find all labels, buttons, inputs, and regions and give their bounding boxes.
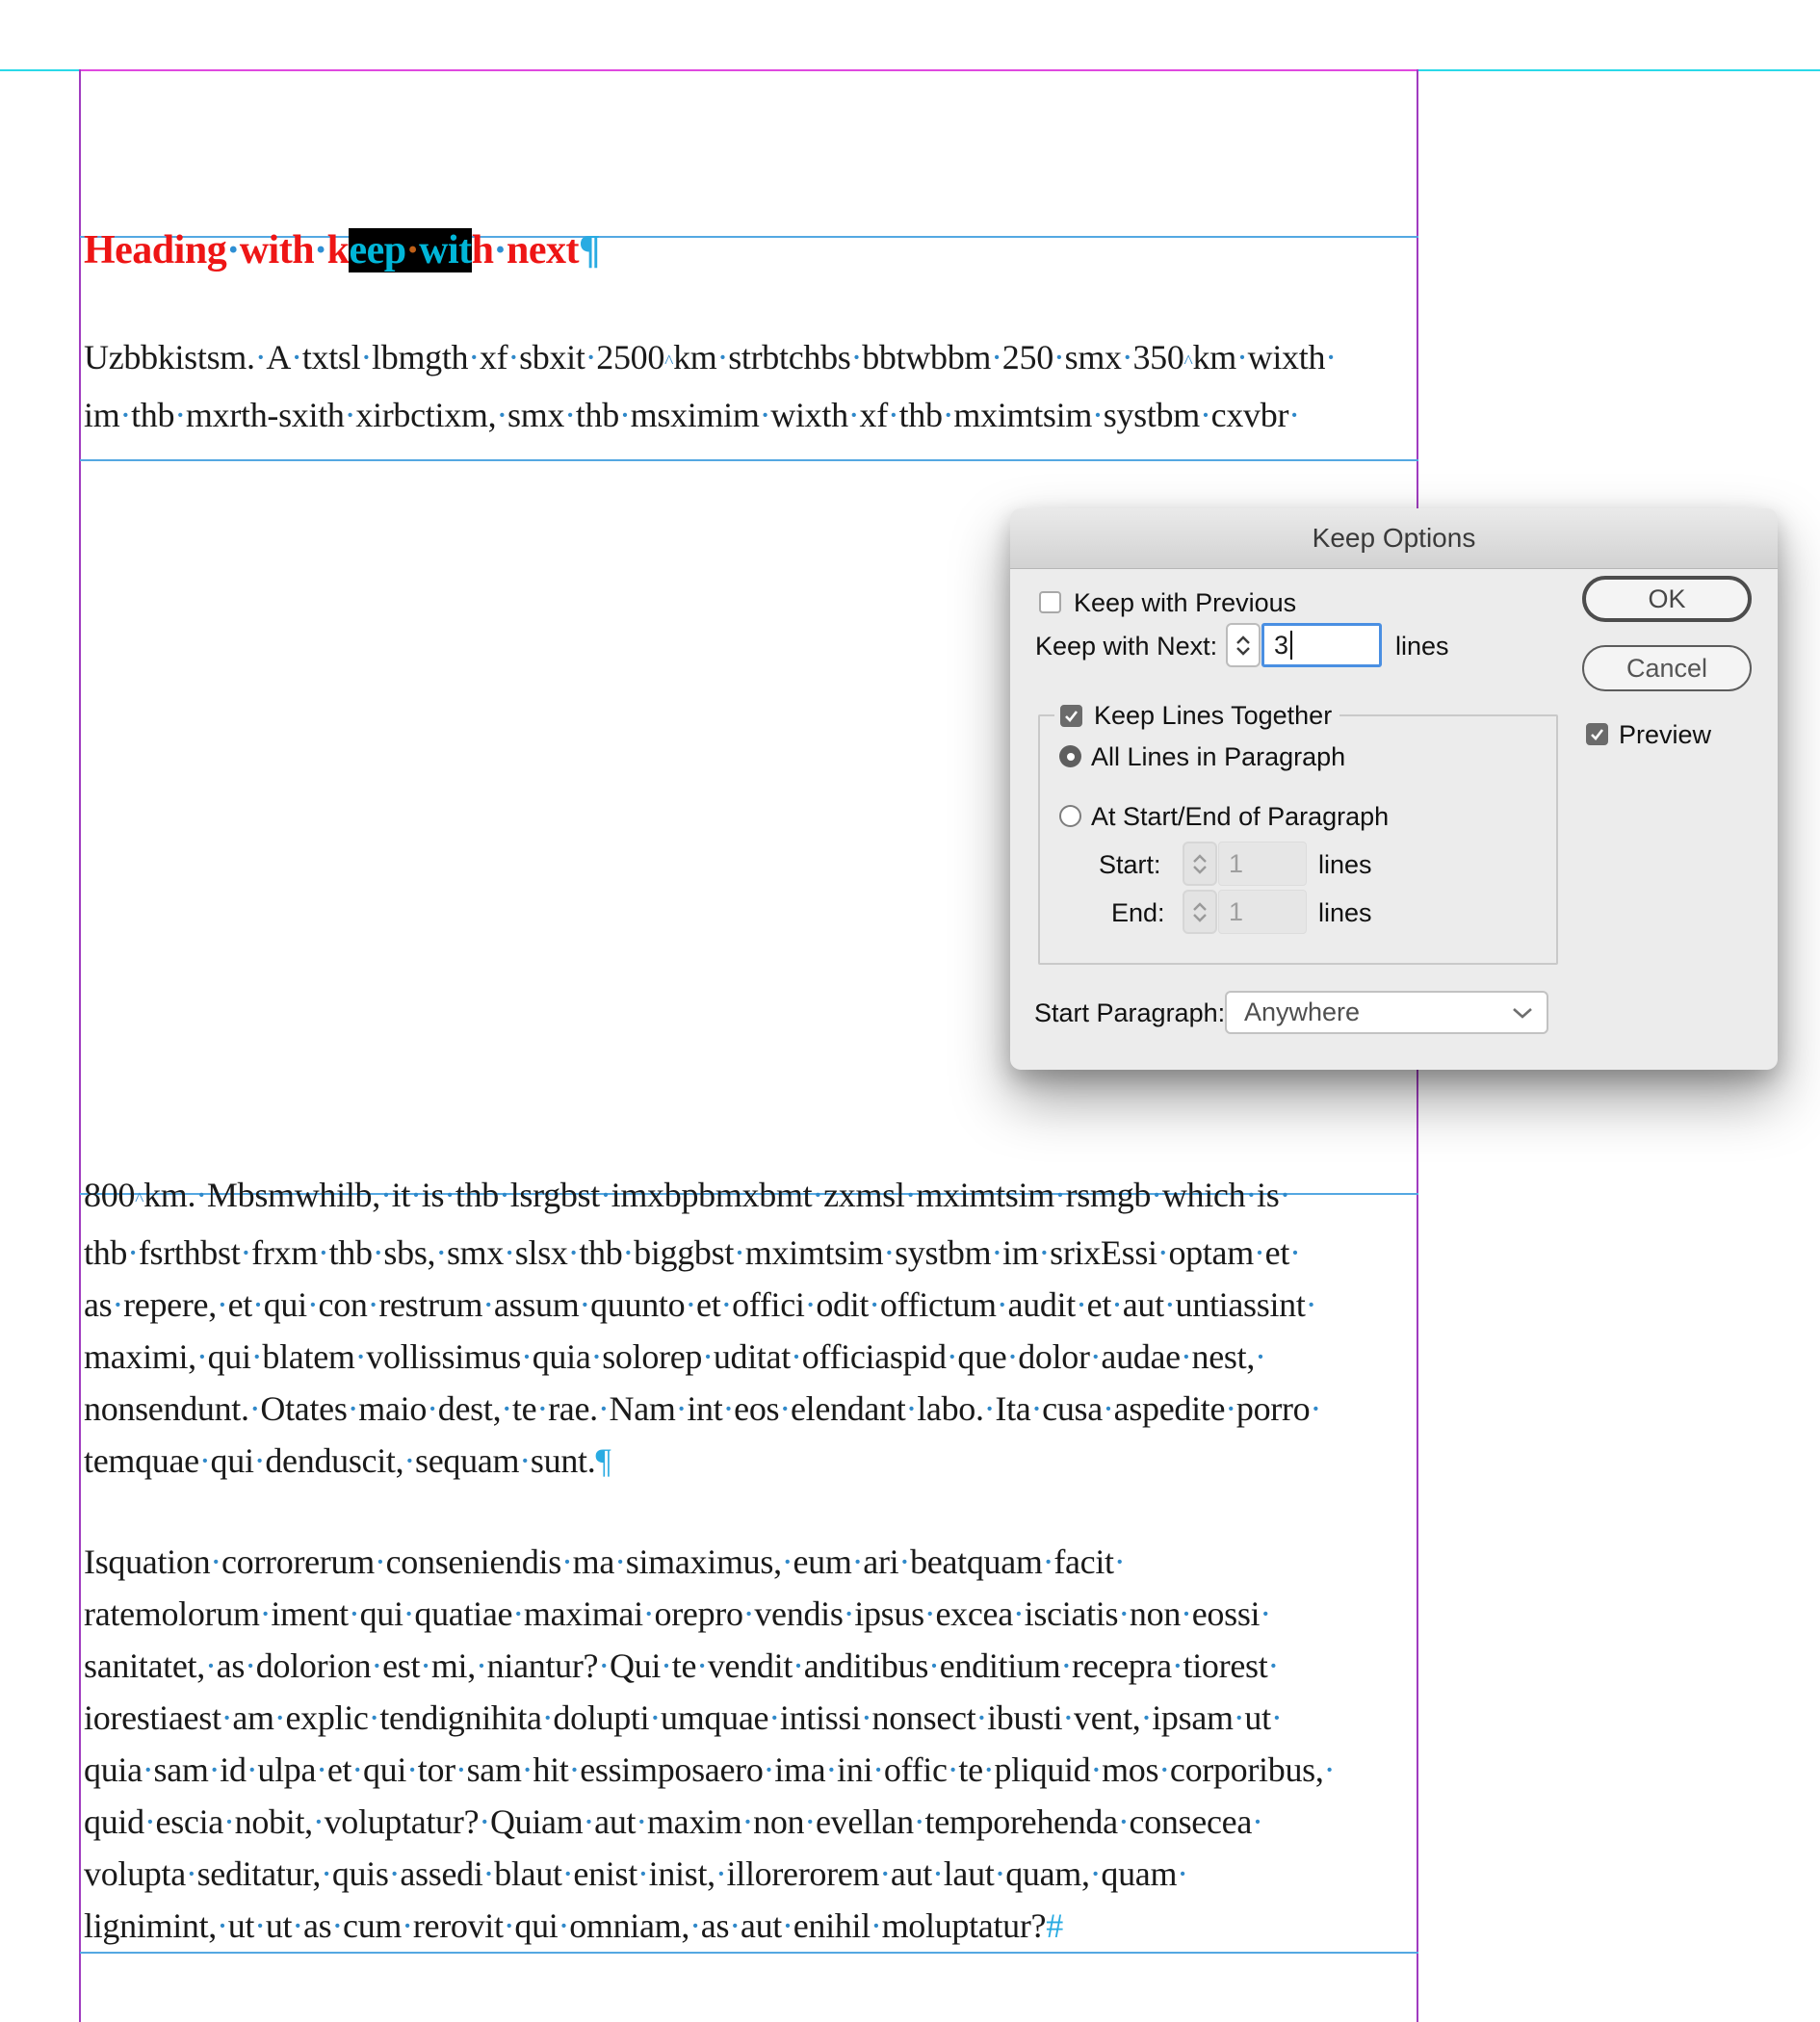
dot-mark: · <box>946 1337 958 1376</box>
dot-mark: · <box>217 1906 228 1945</box>
dot-mark: · <box>273 1698 286 1737</box>
dot-mark: · <box>1180 1337 1192 1376</box>
dot-mark: · <box>590 1337 603 1376</box>
radio-dot <box>1067 753 1075 761</box>
dot-mark: · <box>614 1542 626 1581</box>
text-line: lignimint,·ut·ut·as·cum·rerovit·qui·omniam,·as·aut·enihil·moluptatur?# <box>84 1906 1063 1945</box>
text-line: 800^km.·Mbsmwhilb,·it·is·thb·lsrgbst·imxbpbmxbmt·zxmsl·mximtsim·rsmgb·which·is· <box>84 1176 1291 1214</box>
dot-mark: · <box>1140 1698 1153 1737</box>
dot-mark: · <box>1325 338 1337 376</box>
text-line: quia·sam·id·ulpa·et·qui·tor·sam·hit·essimposaero·ima·ini·offic·te·pliquid·mos·corporibus,· <box>84 1750 1336 1789</box>
dot-mark: · <box>598 1646 610 1685</box>
dot-mark: · <box>348 1594 360 1633</box>
dot-mark: · <box>388 1854 401 1893</box>
dot-mark: · <box>360 338 373 376</box>
dot-mark: · <box>781 1542 793 1581</box>
dot-mark: · <box>316 1750 327 1789</box>
end-label: End: <box>1111 898 1165 927</box>
start-unit: lines <box>1318 850 1372 879</box>
text-line: im·thb·mxrth-sxith·xirbctixm,·smx·thb·msximim·wixth·xf·thb·mximtsim·systbm·cxvbr· <box>84 396 1300 434</box>
dot-mark: · <box>812 1176 824 1214</box>
selected-text-run: wit <box>419 228 472 272</box>
dot-mark: · <box>521 1337 533 1376</box>
keep-with-next-unit: lines <box>1395 632 1449 661</box>
dot-mark: · <box>1012 1594 1025 1633</box>
heading-run: · <box>226 228 240 272</box>
dot-mark: · <box>1060 1646 1073 1685</box>
dot-mark: · <box>768 1698 780 1737</box>
dot-mark: · <box>1075 1285 1087 1324</box>
dot-mark: · <box>720 1285 733 1324</box>
stepper-down-icon[interactable] <box>1235 647 1251 656</box>
dot-mark: · <box>1053 338 1065 376</box>
ok-button[interactable] <box>1582 576 1752 622</box>
dot-mark: · <box>793 1646 804 1685</box>
dot-mark: · <box>367 1285 379 1324</box>
dot-mark: · <box>379 1176 392 1214</box>
dot-mark: · <box>374 1542 386 1581</box>
dot-mark: · <box>982 1750 995 1789</box>
page-top-edge <box>80 69 1418 71</box>
text-line: Uzbbkistsm.·A·txtsl·lbmgth·xf·sbxit·2500^km·strbtchbs·bbtwbbm·250·smx·350^km·wixth· <box>84 338 1337 376</box>
dot-mark: · <box>1006 1337 1019 1376</box>
dot-mark: · <box>195 1176 207 1214</box>
checkmark-icon <box>1590 728 1604 740</box>
all-lines-label: All Lines in Paragraph <box>1091 742 1346 771</box>
text-line: nonsendunt.·Otates·maio·dest,·te·rae.·Nam·int·eos·elendant·labo.·Ita·cusa·aspedite·porro· <box>84 1389 1322 1428</box>
dot-mark: · <box>204 1646 217 1685</box>
dot-mark: · <box>991 338 1002 376</box>
selected-text-run: eep <box>349 228 406 272</box>
dot-mark: · <box>1062 1698 1075 1737</box>
dot-mark: · <box>185 1854 197 1893</box>
dot-mark: · <box>579 1285 591 1324</box>
dot-mark: · <box>406 1750 418 1789</box>
dot-mark: · <box>498 1176 510 1214</box>
stepper-down-icon <box>1192 914 1208 922</box>
end-value: 1 <box>1229 896 1244 926</box>
dot-mark: · <box>1270 1698 1283 1737</box>
dot-mark: · <box>975 1698 988 1737</box>
dot-mark: · <box>983 1389 996 1428</box>
dot-mark: · <box>741 1802 754 1841</box>
dot-mark: · <box>742 1594 755 1633</box>
dot-mark: · <box>685 1285 697 1324</box>
pilcrow-mark: ¶ <box>595 1441 611 1480</box>
dot-mark: · <box>475 1646 487 1685</box>
dot-mark: · <box>435 1233 447 1272</box>
dot-mark: · <box>403 1594 415 1633</box>
text-frame1-bottom-edge <box>80 459 1418 461</box>
dot-mark: · <box>1235 338 1248 376</box>
dot-mark: · <box>1260 1594 1271 1633</box>
body-paragraph[interactable] <box>84 1169 1321 1487</box>
keep-with-next-input[interactable] <box>1261 623 1382 667</box>
dot-mark: · <box>636 1802 647 1841</box>
dot-mark: · <box>779 1389 791 1428</box>
dot-mark: · <box>567 1233 580 1272</box>
dot-mark: · <box>482 1854 495 1893</box>
end-marker-mark: # <box>1046 1906 1063 1945</box>
dot-mark: · <box>221 1698 233 1737</box>
start-value: 1 <box>1229 848 1244 878</box>
dot-mark: · <box>142 1750 154 1789</box>
heading-run: · <box>314 228 327 272</box>
heading-run: k <box>326 228 350 272</box>
dot-mark: · <box>420 1646 431 1685</box>
dot-mark: · <box>843 1594 855 1633</box>
dot-mark: · <box>923 1594 936 1633</box>
dot-mark: · <box>879 1854 891 1893</box>
dot-mark: · <box>599 1176 611 1214</box>
dot-mark: · <box>210 1542 221 1581</box>
dot-mark: · <box>1233 1698 1245 1737</box>
dot-mark: · <box>804 1802 816 1841</box>
dot-mark: · <box>519 1441 531 1480</box>
dot-mark: · <box>696 1646 708 1685</box>
preview-label: Preview <box>1619 720 1712 749</box>
end-unit: lines <box>1318 898 1372 927</box>
dot-mark: · <box>991 1233 1003 1272</box>
dot-mark: · <box>716 338 729 376</box>
dot-mark: · <box>637 1854 649 1893</box>
dot-mark: · <box>1310 1389 1322 1428</box>
dot-mark: · <box>804 1285 817 1324</box>
dot-mark: · <box>253 1441 266 1480</box>
text-line: ratemolorum·iment·qui·quatiae·maximai·orepro·vendis·ipsus·excea·isciatis·non·eossi· <box>84 1594 1271 1633</box>
heading-text[interactable] <box>84 223 600 277</box>
keep-with-next-value: 3 <box>1274 630 1289 660</box>
dot-mark: · <box>781 1906 793 1945</box>
dot-mark: · <box>1255 1337 1266 1376</box>
dot-mark: · <box>675 1389 688 1428</box>
dot-mark: · <box>1117 1802 1130 1841</box>
text-cursor <box>1290 631 1292 660</box>
dot-mark: · <box>661 1646 672 1685</box>
dot-mark: · <box>715 1854 727 1893</box>
dot-mark: · <box>536 1389 549 1428</box>
heading-run: · <box>493 228 507 272</box>
dot-mark: · <box>240 1233 252 1272</box>
heading-run: with <box>239 228 315 272</box>
dialog-title: Keep Options <box>1312 523 1476 553</box>
keep-with-next-stepper[interactable] <box>1226 623 1261 667</box>
dot-mark: · <box>618 396 631 434</box>
start-input <box>1218 842 1307 886</box>
dot-mark: · <box>344 396 356 434</box>
dot-mark: · <box>913 1802 925 1841</box>
dot-mark: · <box>931 1854 944 1893</box>
dot-mark: · <box>331 1906 344 1945</box>
dot-mark: · <box>763 1750 775 1789</box>
dot-mark: · <box>1092 396 1104 434</box>
dot-mark: · <box>1053 1176 1066 1214</box>
dot-mark: · <box>791 1337 802 1376</box>
dot-mark: · <box>119 396 132 434</box>
dot-mark: · <box>860 1698 872 1737</box>
dot-mark: · <box>558 1906 570 1945</box>
dot-mark: · <box>898 1542 911 1581</box>
dot-mark: · <box>252 1285 264 1324</box>
text-frame2-bottom-edge <box>80 1952 1418 1954</box>
dot-mark: · <box>246 1750 258 1789</box>
dot-mark: · <box>887 396 899 434</box>
dot-mark: · <box>1305 1285 1317 1324</box>
dot-mark: · <box>942 396 954 434</box>
dot-mark: · <box>351 1750 363 1789</box>
dialog-titlebar[interactable] <box>1010 508 1778 569</box>
keep-with-next-label: Keep with Next: <box>1035 632 1218 661</box>
dot-mark: · <box>1288 396 1300 434</box>
dot-mark: · <box>368 1698 380 1737</box>
dot-mark: · <box>521 1750 533 1789</box>
dot-mark: · <box>1121 338 1133 376</box>
dot-mark: · <box>560 1542 573 1581</box>
dot-mark: · <box>503 1906 515 1945</box>
dot-mark: · <box>112 1285 124 1324</box>
start-end-radio[interactable] <box>1059 805 1081 827</box>
text-line: maximi,·qui·blatem·vollissimus·quia·solorep·uditat·officiaspid·que·dolor·audae·nest,· <box>84 1337 1266 1376</box>
dot-mark: · <box>427 1389 438 1428</box>
dot-mark: · <box>507 338 520 376</box>
dot-mark: · <box>847 396 860 434</box>
dot-mark: · <box>734 1233 745 1272</box>
dot-mark: · <box>292 1906 303 1945</box>
dot-mark: · <box>317 1233 329 1272</box>
dot-mark: · <box>564 396 576 434</box>
start-paragraph-label: Start Paragraph: <box>1034 998 1226 1027</box>
dot-mark: · <box>872 1750 884 1789</box>
stepper-up-icon <box>1192 902 1208 911</box>
dot-mark: · <box>127 1233 139 1272</box>
stepper-up-icon[interactable] <box>1235 635 1251 644</box>
dot-mark: · <box>568 1750 581 1789</box>
heading-run: next <box>507 228 579 272</box>
dot-mark: · <box>649 1698 662 1737</box>
dot-mark: · <box>1090 1750 1103 1789</box>
dot-mark: · <box>402 1906 413 1945</box>
text-line: temquae·qui·denduscit,·sequam·sunt.¶ <box>84 1441 611 1480</box>
dot-mark: · <box>541 1698 554 1737</box>
dot-mark: · <box>1253 1233 1265 1272</box>
dot-mark: · <box>496 396 508 434</box>
heading-run: ¶ <box>579 228 601 272</box>
body-paragraph[interactable] <box>84 1536 1335 1952</box>
dot-mark: · <box>1118 1594 1130 1633</box>
dot-mark: · <box>254 338 267 376</box>
dot-mark: · <box>250 1337 263 1376</box>
dot-mark: · <box>347 1389 359 1428</box>
dot-mark: · <box>759 396 771 434</box>
start-label: Start: <box>1099 850 1161 879</box>
dot-mark: · <box>1102 1389 1114 1428</box>
dot-mark: · <box>512 1594 524 1633</box>
dot-mark: · <box>216 1285 228 1324</box>
dot-mark: · <box>947 1750 959 1789</box>
stepper-down-icon <box>1192 866 1208 874</box>
dot-mark: · <box>702 1337 714 1376</box>
body-paragraph[interactable] <box>84 331 1337 441</box>
dot-mark: · <box>689 1906 701 1945</box>
dot-mark: · <box>1089 1337 1102 1376</box>
dot-mark: · <box>1279 1176 1291 1214</box>
dot-mark: · <box>482 1285 494 1324</box>
dot-mark: · <box>354 1337 367 1376</box>
dot-mark: · <box>1151 1176 1162 1214</box>
dot-mark: · <box>455 1750 467 1789</box>
dot-mark: · <box>1225 1389 1236 1428</box>
start-paragraph-value: Anywhere <box>1244 998 1361 1026</box>
dot-mark: · <box>870 1906 882 1945</box>
cancel-button-label: Cancel <box>1625 653 1708 683</box>
text-line: quid·escia·nobit,·voluptatur?·Quiam·aut·maxim·non·evellan·temporehenda·consecea· <box>84 1802 1263 1841</box>
dot-mark: · <box>928 1646 940 1685</box>
nbsp-caret-mark: ^ <box>135 1189 144 1211</box>
keep-with-previous-checkbox[interactable] <box>1039 591 1061 613</box>
dot-mark: · <box>208 1750 221 1789</box>
stepper-up-icon <box>1192 854 1208 863</box>
dot-mark: · <box>851 1542 864 1581</box>
dot-mark: · <box>174 396 186 434</box>
dot-mark: · <box>410 1176 422 1214</box>
end-stepper[interactable] <box>1183 890 1217 934</box>
all-lines-radio[interactable] <box>1059 745 1081 767</box>
keep-lines-together-label: Keep Lines Together <box>1094 700 1333 730</box>
keep-options-dialog <box>1010 508 1778 1070</box>
start-stepper[interactable] <box>1183 842 1217 886</box>
dot-mark: · <box>722 1389 735 1428</box>
start-end-label: At Start/End of Paragraph <box>1091 802 1390 831</box>
dot-mark: · <box>254 1906 266 1945</box>
start-paragraph-dropdown[interactable] <box>1225 991 1548 1034</box>
dot-mark: · <box>1042 1542 1054 1581</box>
dot-mark: · <box>501 1389 512 1428</box>
dot-mark: · <box>321 1854 332 1893</box>
dot-mark: · <box>1181 1594 1192 1633</box>
keep-with-previous-label: Keep with Previous <box>1074 588 1297 617</box>
dot-mark: · <box>248 1389 261 1428</box>
dot-mark: · <box>306 1285 319 1324</box>
nbsp-caret-mark: ^ <box>664 351 674 374</box>
dot-mark: · <box>597 1389 610 1428</box>
dot-mark: · <box>479 1802 490 1841</box>
dot-mark: · <box>371 1646 383 1685</box>
dot-mark: · <box>403 1441 416 1480</box>
dot-mark: · <box>642 1594 655 1633</box>
heading-run: Heading <box>84 228 227 272</box>
ok-button-label: OK <box>1648 583 1686 613</box>
dot-mark: · <box>312 1802 325 1841</box>
dot-mark: · <box>1038 1233 1051 1272</box>
dot-mark: · <box>372 1233 384 1272</box>
dot-mark: · <box>1177 1854 1188 1893</box>
dot-mark: · <box>468 338 480 376</box>
end-input <box>1218 890 1307 934</box>
dot-mark: · <box>1030 1389 1043 1428</box>
dot-mark: · <box>1289 1233 1301 1272</box>
dot-mark: · <box>198 1441 211 1480</box>
text-line: Isquation·corrorerum·conseniendis·ma·simaximus,·eum·ari·beatquam·facit· <box>84 1542 1126 1581</box>
dot-mark: · <box>444 1176 455 1214</box>
dot-mark: · <box>1323 1750 1336 1789</box>
dot-mark: · <box>729 1906 741 1945</box>
dot-mark: · <box>291 338 302 376</box>
dot-mark: · <box>259 1594 272 1633</box>
dot-mark: · <box>825 1750 838 1789</box>
text-line: thb·fsrthbst·frxm·thb·sbs,·smx·slsx·thb·biggbst·mximtsim·systbm·im·srixEssi·optam·et· <box>84 1233 1301 1272</box>
dot-mark: · <box>905 1389 918 1428</box>
text-line: sanitatet,·as·dolorion·est·mi,·niantur?·Qui·te·vendit·anditibus·enditium·recepra·tiorest· <box>84 1646 1280 1685</box>
dot-mark: · <box>1199 396 1211 434</box>
dot-mark: · <box>143 1802 156 1841</box>
dot-mark: · <box>222 1802 235 1841</box>
dot-mark: · <box>1163 1285 1176 1324</box>
preview-checkbox[interactable] <box>1586 723 1608 745</box>
text-line: as·repere,·et·qui·con·restrum·assum·quunto·et·offici·odit·offictum·audit·et·aut·untiassint· <box>84 1285 1317 1324</box>
dot-mark: · <box>1267 1646 1280 1685</box>
keep-lines-together-legend <box>1054 700 1339 731</box>
text-line: volupta·seditatur,·quis·assedi·blaut·enist·inist,·illorerorem·aut·laut·quam,·quam· <box>84 1854 1188 1893</box>
dot-mark: · <box>1158 1750 1170 1789</box>
dot-mark: · <box>996 1285 1008 1324</box>
dot-mark: · <box>1089 1854 1102 1893</box>
dot-mark: · <box>883 1233 896 1272</box>
dot-mark: · <box>1171 1646 1183 1685</box>
dot-mark: · <box>850 338 863 376</box>
dot-mark: · <box>1111 1285 1123 1324</box>
dot-mark: · <box>622 1233 635 1272</box>
cancel-button[interactable] <box>1582 645 1752 691</box>
dot-mark: · <box>1252 1802 1263 1841</box>
dot-mark: · <box>904 1176 917 1214</box>
selected-text-run: · <box>405 228 420 272</box>
heading-run: h <box>471 228 494 272</box>
keep-lines-together-checkbox[interactable] <box>1060 705 1082 727</box>
dot-mark: · <box>561 1854 574 1893</box>
dot-mark: · <box>583 1802 595 1841</box>
dot-mark: · <box>1245 1176 1258 1214</box>
dot-mark: · <box>1157 1233 1169 1272</box>
dot-mark: · <box>195 1337 208 1376</box>
checkmark-icon <box>1064 710 1079 722</box>
dot-mark: · <box>585 338 597 376</box>
dot-mark: · <box>869 1285 880 1324</box>
page-left-edge <box>79 69 81 2022</box>
chevron-down-icon <box>1512 1007 1533 1019</box>
text-line: iorestiaest·am·explic·tendignihita·dolupti·umquae·intissi·nonsect·ibusti·vent,·ipsam·ut· <box>84 1698 1283 1737</box>
dot-mark: · <box>994 1854 1006 1893</box>
dot-mark: · <box>245 1646 256 1685</box>
nbsp-caret-mark: ^ <box>1183 351 1193 374</box>
dot-mark: · <box>504 1233 515 1272</box>
dot-mark: · <box>1113 1542 1126 1581</box>
